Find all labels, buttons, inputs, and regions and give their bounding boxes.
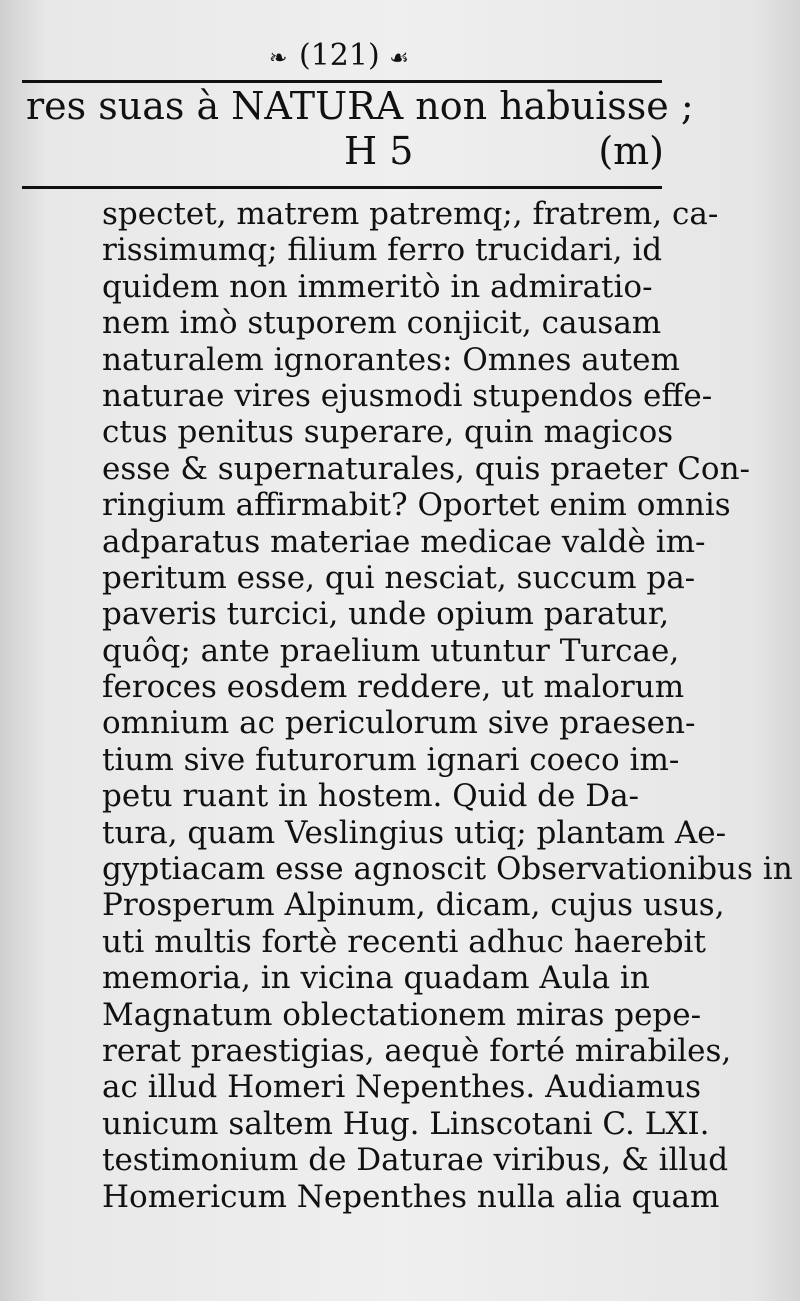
text-line: Magnatum oblectationem miras pepe- [102, 996, 702, 1033]
ornament-left-icon: ❧ [269, 46, 290, 71]
text-line: omnium ac periculorum sive praesen- [102, 705, 696, 742]
body-text [102, 196, 793, 1215]
text-line: ac illud Homeri Nepenthes. Audiamus [102, 1069, 702, 1106]
text-line: naturalem ignorantes: Omnes autem [102, 341, 680, 378]
text-line: rissimumq; filium ferro trucidari, id [102, 232, 663, 269]
bottom-rule [22, 186, 662, 189]
signature-row [26, 128, 666, 174]
text-line: gyptiacam esse agnoscit Observationibus in [102, 851, 793, 888]
text-line: Homericum Nepenthes nulla alia quam [102, 1178, 720, 1215]
text-line: unicum saltem Hug. Linscotani C. LXI. [102, 1105, 710, 1142]
page-number: (121) [299, 38, 380, 73]
text-line: peritum esse, qui nesciat, succum pa- [102, 559, 696, 596]
text-line: esse & supernaturales, quis praeter Con- [102, 450, 751, 487]
text-line: rerat praestigias, aequè forté mirabiles, [102, 1032, 732, 1069]
text-line: tium sive futurorum ignari coeco im- [102, 741, 680, 778]
text-line: feroces eosdem reddere, ut malorum [102, 669, 685, 706]
text-line: testimonium de Daturae viribus, & illud [102, 1142, 729, 1179]
text-line: tura, quam Veslingius utiq; plantam Ae- [102, 814, 727, 851]
text-line: ctus penitus superare, quin magicos [102, 414, 674, 451]
text-line: nem imò stuporem conjicit, causam [102, 305, 662, 342]
text-line: spectet, matrem patremq;, fratrem, ca- [102, 196, 719, 232]
page-header [200, 38, 480, 73]
text-line: adparatus materiae medicae valdè im- [102, 523, 706, 560]
text-line: paveris turcici, unde opium paratur, [102, 596, 670, 633]
signature-mark: H 5 [344, 129, 414, 173]
ornament-right-icon: ☙ [389, 46, 411, 71]
text-line: memoria, in vicina quadam Aula in [102, 960, 650, 997]
top-rule [22, 80, 662, 83]
continued-line: res suas à NATURA non habuisse ; [26, 84, 694, 128]
text-line: quôq; ante praelium utuntur Turcae, [102, 632, 680, 669]
text-line: ringium affirmabit? Oportet enim omnis [102, 487, 731, 524]
text-line: uti multis fortè recenti adhuc haerebit [102, 923, 706, 960]
text-line: Prosperum Alpinum, dicam, cujus usus, [102, 887, 725, 924]
text-line: petu ruant in hostem. Quid de Da- [102, 778, 640, 815]
text-line: naturae vires ejusmodi stupendos effe- [102, 377, 713, 414]
text-line: quidem non immeritò in admiratio- [102, 268, 653, 305]
marginal-mark: (m) [598, 129, 664, 173]
